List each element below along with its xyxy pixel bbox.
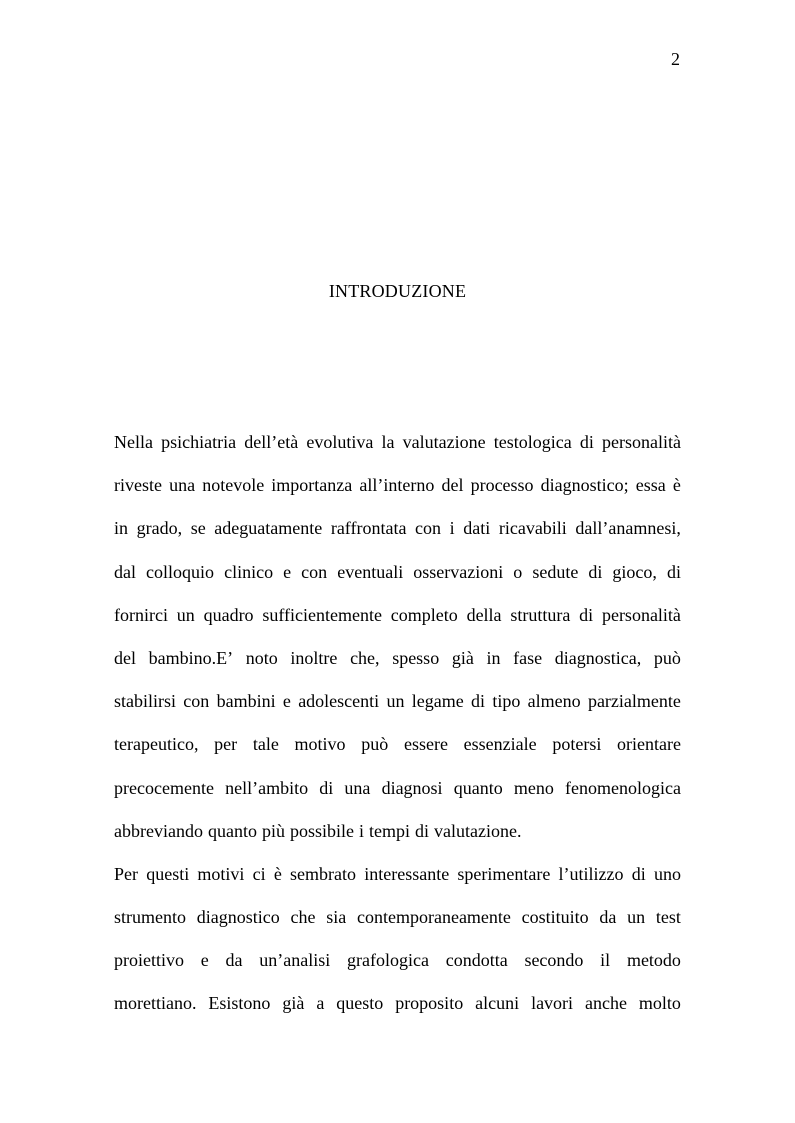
word: metodo — [626, 950, 681, 971]
word: la — [381, 432, 395, 452]
word: un — [176, 604, 195, 625]
word: sembrato — [290, 863, 357, 884]
word: clinico — [224, 561, 274, 582]
word: in — [114, 518, 129, 539]
word: motivo — [294, 734, 346, 755]
text-line — [114, 992, 681, 1035]
word: riveste — [114, 475, 162, 496]
word: importanza — [271, 475, 353, 496]
word: condotta — [445, 950, 508, 971]
word: se — [190, 518, 206, 539]
word: sufficientemente — [262, 604, 382, 625]
word: una — [169, 475, 196, 496]
word: terapeutico, — [114, 734, 199, 755]
word: di — [631, 863, 646, 884]
word: strumento — [114, 907, 186, 928]
word: con — [415, 518, 442, 539]
text-line — [114, 733, 681, 776]
word: morettiano. — [114, 993, 197, 1014]
word: nell’ambito — [225, 777, 309, 798]
word: adolescenti — [298, 691, 380, 712]
text-line — [114, 777, 681, 820]
word: valutazione. — [434, 820, 522, 841]
word: di — [579, 432, 594, 452]
word: processo — [470, 475, 534, 496]
word: più — [261, 820, 285, 841]
word: può — [361, 734, 389, 755]
word: con — [183, 691, 210, 712]
word: che, — [350, 647, 380, 668]
word: di — [471, 691, 486, 712]
word: meno — [513, 777, 554, 798]
word: questo — [336, 993, 384, 1014]
word: essa — [635, 475, 666, 496]
word: dal — [114, 561, 136, 582]
word: già — [282, 993, 305, 1014]
word: già — [451, 647, 474, 668]
word: da — [225, 950, 243, 971]
word: essere — [403, 734, 448, 755]
word: di — [666, 561, 681, 582]
word: sperimentare — [457, 863, 551, 884]
word: personalità — [601, 604, 681, 625]
word: diagnostico — [196, 907, 280, 928]
word: di — [588, 561, 603, 582]
text-line — [114, 863, 681, 906]
word: testologica — [493, 432, 572, 452]
word: gioco, — [612, 561, 657, 582]
word: legame — [411, 691, 464, 712]
word: lavori — [531, 993, 574, 1014]
word: proiettivo — [114, 950, 184, 971]
word: contemporaneamente — [356, 907, 511, 928]
word: test — [655, 907, 681, 928]
word: e — [282, 691, 291, 712]
word: bambini — [216, 691, 276, 712]
word: è — [273, 863, 282, 884]
word: quanto — [453, 777, 503, 798]
word: tipo — [492, 691, 521, 712]
word: possibile — [289, 820, 354, 841]
body-text — [114, 431, 681, 1036]
word: motivi — [197, 863, 245, 884]
word: essenziale — [463, 734, 537, 755]
word: grado, — [136, 518, 183, 539]
word: diagnostica, — [554, 647, 642, 668]
word: della — [466, 604, 502, 625]
word: interessante — [364, 863, 450, 884]
page-number: 2 — [671, 49, 680, 69]
word: dell’età — [244, 432, 299, 452]
word: un — [386, 691, 405, 712]
word: del — [441, 475, 464, 496]
word: grafologica — [346, 950, 429, 971]
word: parzialmente — [587, 691, 681, 712]
word: dati — [463, 518, 491, 539]
word: stabilirsi — [114, 691, 176, 712]
word: orientare — [617, 734, 681, 755]
word: potersi — [552, 734, 602, 755]
word: di — [415, 820, 430, 841]
word: che — [290, 907, 316, 928]
word: bambino.E’ — [148, 647, 234, 668]
text-line — [114, 949, 681, 992]
text-line — [114, 604, 681, 647]
word: quanto — [207, 820, 257, 841]
word: inoltre — [290, 647, 338, 668]
word: almeno — [527, 691, 581, 712]
text-line — [114, 820, 681, 863]
word: Esistono — [208, 993, 271, 1014]
word: dall’anamnesi, — [575, 518, 681, 539]
word: noto — [245, 647, 278, 668]
word: diagnosi — [381, 777, 443, 798]
word: fenomenologica — [565, 777, 681, 798]
text-line — [114, 906, 681, 949]
word: Nella — [114, 432, 153, 452]
word: per — [214, 734, 238, 755]
word: è — [672, 475, 681, 496]
word: secondo — [524, 950, 584, 971]
word: proposito — [395, 993, 464, 1014]
word: tempi — [369, 820, 411, 841]
word: di — [319, 777, 334, 798]
word: completo — [390, 604, 458, 625]
word: notevole — [202, 475, 265, 496]
word: il — [600, 950, 611, 971]
word: evolutiva — [306, 432, 374, 452]
text-line — [114, 431, 681, 474]
text-line — [114, 647, 681, 690]
word: uno — [653, 863, 681, 884]
word: valutazione — [402, 432, 486, 452]
word: di — [579, 604, 594, 625]
word: da — [599, 907, 617, 928]
word: un’analisi — [259, 950, 331, 971]
text-line — [114, 474, 681, 517]
word: i — [449, 518, 455, 539]
word: ricavabili — [498, 518, 567, 539]
word: all’interno — [359, 475, 435, 496]
word: abbreviando — [114, 820, 203, 841]
word: alcuni — [475, 993, 520, 1014]
word: diagnostico; — [540, 475, 629, 496]
word: o — [513, 561, 523, 582]
section-heading: INTRODUZIONE — [328, 281, 467, 301]
word: personalità — [602, 432, 681, 452]
word: spesso — [392, 647, 440, 668]
word: tale — [252, 734, 279, 755]
word: struttura — [510, 604, 571, 625]
word: una — [344, 777, 371, 798]
word: colloquio — [146, 561, 215, 582]
word: fornirci — [114, 604, 168, 625]
word: un — [627, 907, 646, 928]
word: adeguatamente — [214, 518, 323, 539]
word: molto — [638, 993, 681, 1014]
word: può — [653, 647, 681, 668]
word: quadro — [203, 604, 254, 625]
word: a — [316, 993, 325, 1014]
word: l’utilizzo — [558, 863, 624, 884]
word: e — [200, 950, 209, 971]
word: fase — [513, 647, 543, 668]
word: sedute — [532, 561, 579, 582]
word: in — [486, 647, 501, 668]
word: anche — [585, 993, 627, 1014]
word: i — [359, 820, 365, 841]
word: osservazioni — [413, 561, 504, 582]
word: psichiatria — [161, 432, 237, 452]
word: sia — [326, 907, 347, 928]
word: questi — [146, 863, 190, 884]
word: con — [301, 561, 328, 582]
text-line — [114, 690, 681, 733]
text-line — [114, 517, 681, 560]
word: Per — [114, 863, 138, 884]
word: ci — [252, 863, 266, 884]
word: costituito — [521, 907, 589, 928]
word: raffrontata — [330, 518, 407, 539]
word: e — [283, 561, 292, 582]
word: precocemente — [114, 777, 214, 798]
text-line — [114, 561, 681, 604]
word: eventuali — [337, 561, 404, 582]
word: del — [114, 647, 136, 668]
